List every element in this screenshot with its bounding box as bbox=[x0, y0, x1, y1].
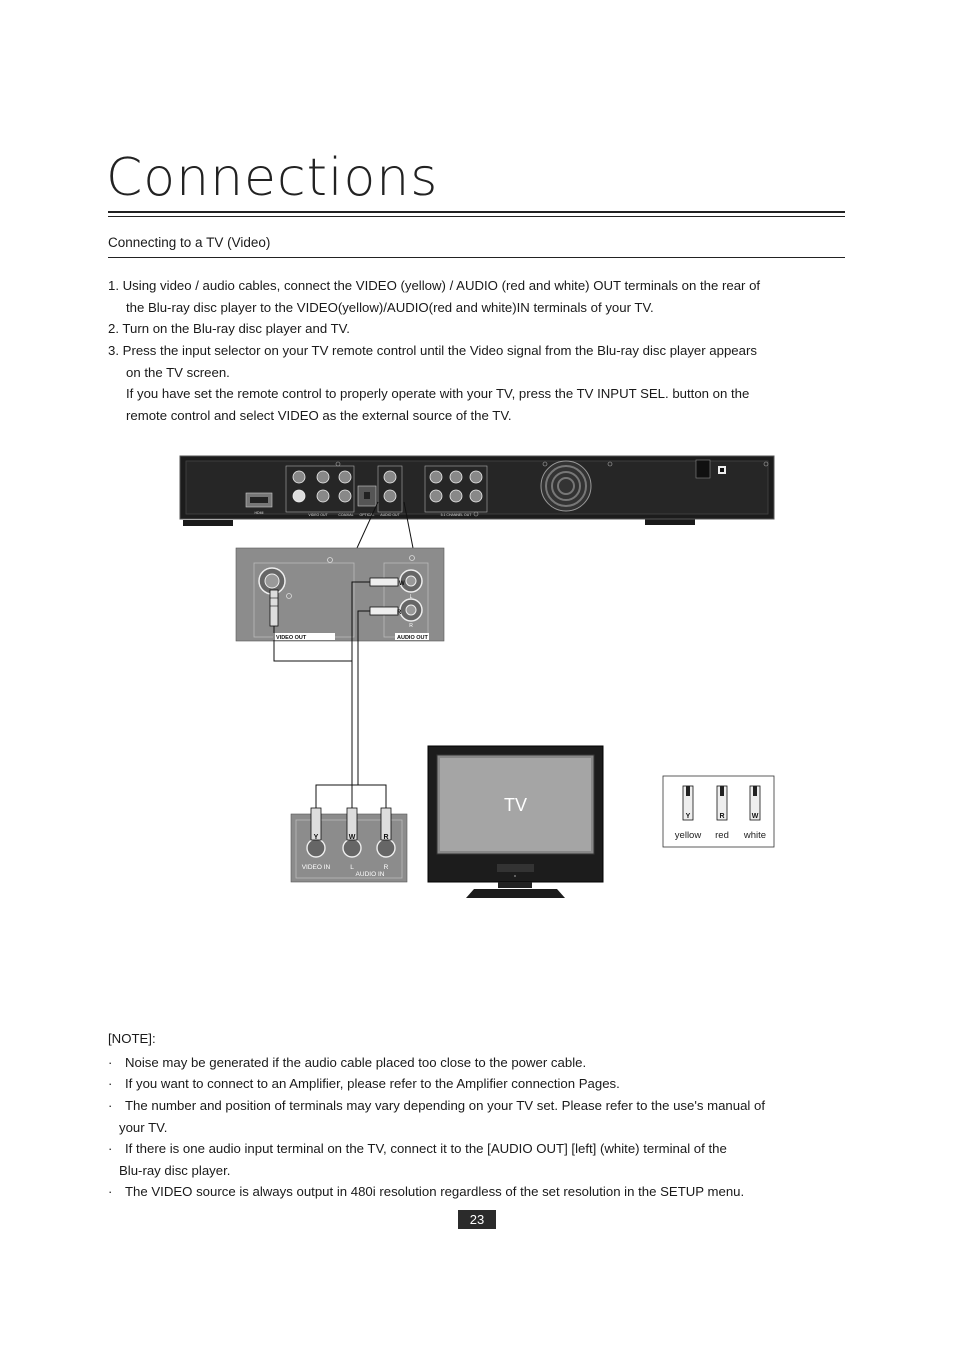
player-audio-out-label: AUDIO OUT bbox=[380, 513, 400, 517]
step-1-line-1: 1. Using video / audio cables, connect the VIDEO (yellow) / AUDIO (red and white) OUT terminals on the rear of bbox=[108, 278, 761, 293]
zoom-plug-w: W bbox=[399, 581, 405, 587]
note-4-line-2: Blu-ray disc player. bbox=[119, 1162, 231, 1178]
note-heading: [NOTE]: bbox=[108, 1031, 156, 1046]
legend-plug-yellow bbox=[683, 786, 693, 820]
title-rule-thin bbox=[108, 216, 845, 217]
zoom-audio-out-label: AUDIO OUT bbox=[397, 635, 428, 641]
note-3 bbox=[108, 1095, 838, 1138]
player-rear-panel bbox=[180, 456, 774, 526]
plug-color-legend bbox=[663, 776, 774, 847]
note-1 bbox=[108, 1052, 838, 1074]
step-3-line-2: on the TV screen. bbox=[126, 364, 230, 380]
tv-input-panel bbox=[291, 808, 407, 882]
tv-illustration bbox=[428, 746, 603, 898]
tv-r-label: R bbox=[383, 864, 389, 871]
step-2 bbox=[108, 318, 838, 340]
note-bullet: · bbox=[108, 1141, 113, 1156]
tv-plug-w: W bbox=[348, 834, 356, 841]
note-2-line-1: If you want to connect to an Amplifier, please refer to the Amplifier connection Pages. bbox=[125, 1076, 620, 1091]
subheading-rule bbox=[108, 257, 845, 258]
page-title: Connections bbox=[106, 148, 439, 208]
connection-diagram bbox=[0, 440, 954, 910]
title-rule-thick bbox=[108, 211, 845, 213]
note-5-line-1: The VIDEO source is always output in 480i resolution regardless of the set resolution in the SETUP menu. bbox=[125, 1184, 745, 1199]
note-2 bbox=[108, 1073, 838, 1095]
player-video-out-label: VIDEO OUT bbox=[308, 513, 328, 517]
legend-label-yellow: yellow bbox=[674, 830, 702, 841]
tv-plug-y: Y bbox=[313, 834, 319, 841]
note-bullet: · bbox=[108, 1076, 113, 1091]
legend-label-red: red bbox=[715, 830, 729, 841]
page-number: 23 bbox=[458, 1210, 496, 1229]
zoom-panel bbox=[236, 548, 444, 641]
tv-audio-in-label: AUDIO IN bbox=[355, 871, 385, 878]
note-1-line-1: Noise may be generated if the audio cable placed too close to the power cable. bbox=[125, 1055, 587, 1070]
player-coaxial-label: COAXIAL bbox=[338, 513, 354, 517]
zoom-l-label: L bbox=[409, 594, 413, 600]
zoom-video-out-label: VIDEO OUT bbox=[276, 635, 307, 641]
note-4-line-1: If there is one audio input terminal on the TV, connect it to the [AUDIO OUT] [left] (white) terminal of the bbox=[125, 1141, 727, 1156]
tv-plug-r: R bbox=[383, 834, 389, 841]
player-hdmi-label: HDMI bbox=[254, 511, 264, 515]
player-optical-label: OPTICAL bbox=[359, 513, 375, 517]
note-4 bbox=[108, 1138, 838, 1181]
legend-label-white: white bbox=[743, 830, 767, 841]
note-3-line-2: your TV. bbox=[119, 1119, 168, 1135]
step-3 bbox=[108, 340, 838, 426]
note-5 bbox=[108, 1181, 838, 1203]
step-3-line-3: If you have set the remote control to properly operate with your TV, press the TV INPUT SEL. button on the bbox=[126, 386, 750, 401]
legend-letter-w: W bbox=[751, 813, 759, 820]
step-3-line-4: remote control and select VIDEO as the external source of the TV. bbox=[126, 407, 512, 423]
step-3-line-1: 3. Press the input selector on your TV remote control until the Video signal from the Blu-ray disc player appears bbox=[108, 343, 757, 358]
note-bullet: · bbox=[108, 1055, 113, 1070]
tv-l-label: L bbox=[350, 864, 354, 871]
section-subheading: Connecting to a TV (Video) bbox=[108, 235, 271, 250]
tv-label: TV bbox=[504, 795, 528, 815]
note-3-line-1: The number and position of terminals may vary depending on your TV set. Please refer to the use's manual of bbox=[125, 1098, 766, 1113]
tv-video-in-label: VIDEO IN bbox=[301, 864, 331, 871]
legend-letter-y: Y bbox=[685, 813, 691, 820]
player-channel-out-label: 5.1 CHANNEL OUT bbox=[440, 513, 472, 517]
zoom-plug-r: R bbox=[397, 610, 402, 616]
zoom-r-label: R bbox=[409, 623, 413, 629]
legend-plug-red bbox=[717, 786, 727, 820]
note-bullet: · bbox=[108, 1098, 113, 1113]
legend-plug-white bbox=[750, 786, 760, 820]
step-1-line-2: the Blu-ray disc player to the VIDEO(yellow)/AUDIO(red and white)IN terminals of your TV. bbox=[126, 299, 654, 315]
note-bullet: · bbox=[108, 1184, 113, 1199]
step-2-line-1: 2. Turn on the Blu-ray disc player and TV. bbox=[108, 321, 350, 336]
legend-letter-r: R bbox=[719, 813, 725, 820]
step-1 bbox=[108, 275, 838, 318]
